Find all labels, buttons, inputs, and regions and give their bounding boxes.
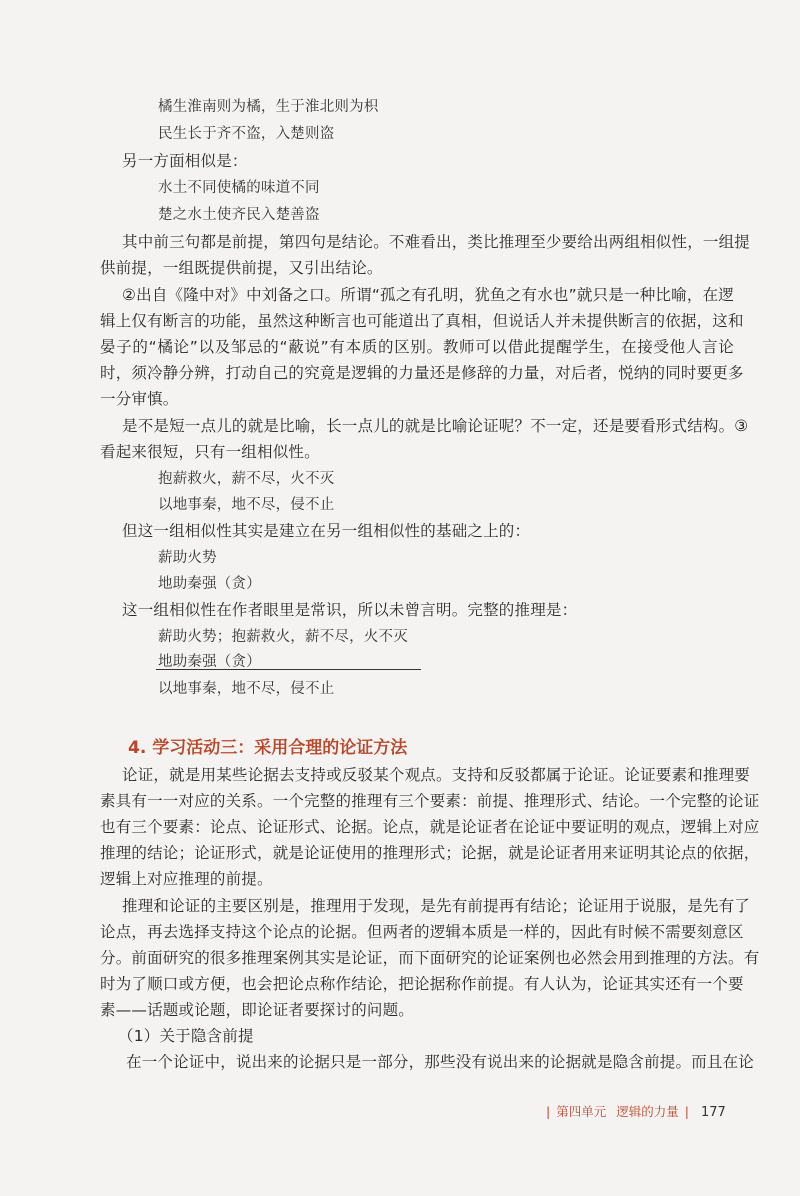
paragraph-line: 在一个论证中，说出来的论据只是一部分，那些没有说出来的论据就是隐含前提。而且在论 [126,1053,755,1071]
paragraph-line: 推理和论证的主要区别是，推理用于发现，是先有前提再有结论；论证用于说服，是先有了 [122,897,751,915]
footer-divider: | [684,1104,689,1119]
quote-line: 以地事秦，地不尽，侵不止 [158,497,335,513]
paragraph-line: 时为了顺口或方便，也会把论点称作结论，把论据称作前提。有人认为，论证其实还有一个要 [100,975,744,993]
quote-line: 橘生淮南则为橘，生于淮北则为枳 [158,99,379,115]
footer-divider: | [546,1104,551,1119]
paragraph-line: ②出自《隆中对》中刘备之口。所谓“孤之有孔明，犹鱼之有水也”就只是一种比喻，在逻 [122,286,734,304]
paragraph-line: 论证，就是用某些论据去支持或反驳某个观点。支持和反驳都属于论证。论证要素和推理要 [122,766,751,784]
paragraph-line: 是不是短一点儿的就是比喻，长一点儿的就是比喻论证呢？不一定，还是要看形式结构。③ [122,417,749,435]
page-number: 177 [700,1105,726,1120]
paragraph-line: 供前提，一组既提供前提，又引出结论。 [100,259,383,277]
page-footer [540,1102,726,1120]
footer-unit: 第四单元 [556,1104,607,1119]
paragraph-line: 也有三个要素：论点、论证形式、论据。论点，就是论证者在论证中要证明的观点，逻辑上对应 [100,818,760,836]
footer-title: 逻辑的力量 [616,1104,679,1119]
sub-heading: （1）关于隐含前提 [118,1027,254,1045]
quote-line: 薪助火势 [158,550,217,566]
paragraph-line: 素——话题或论题，即论证者要探讨的问题。 [100,1001,415,1019]
paragraph-line: 但这一组相似性其实是建立在另一组相似性的基础之上的： [122,522,531,540]
inference-rule-line [156,669,421,670]
section-heading: 4. 学习活动三：采用合理的论证方法 [128,738,408,758]
quote-line: 以地事秦，地不尽，侵不止 [158,681,335,697]
quote-line: 地助秦强（贪） [158,576,261,592]
quote-line: 抱薪救火，薪不尽，火不灭 [158,471,335,487]
paragraph-line: 一分审慎。 [100,390,179,408]
paragraph-line: 素具有一一对应的关系。一个完整的推理有三个要素：前提、推理形式、结论。一个完整的论证 [100,792,760,810]
paragraph-line: 推理的结论；论证形式，就是论证使用的推理形式；论据，就是论证者用来证明其论点的依据， [100,844,760,862]
paragraph-line: 其中前三句都是前提，第四句是结论。不难看出，类比推理至少要给出两组相似性，一组提 [122,233,751,251]
quote-line: 民生长于齐不盗，入楚则盗 [158,126,335,142]
paragraph-line: 另一方面相似是： [122,152,248,170]
paragraph-line: 辑上仅有断言的功能，虽然这种断言也可能道出了真相，但说话人并未提供断言的依据，这和 [100,312,744,330]
paragraph-line: 晏子的“橘论”以及邹忌的“蔽说”有本质的区别。教师可以借此提醒学生，在接受他人言论 [100,338,734,356]
paragraph-line: 看起来很短，只有一组相似性。 [100,443,320,461]
quote-line: 水土不同使橘的味道不同 [158,180,320,196]
paragraph-line: 逻辑上对应推理的前提。 [100,870,273,888]
paragraph-line: 时，须冷静分辨，打动自己的究竟是逻辑的力量还是修辞的力量，对后者，悦纳的同时要更多 [100,364,744,382]
quote-line: 楚之水土使齐民入楚善盗 [158,207,320,223]
paragraph-line: 分。前面研究的很多推理案例其实是论证，而下面研究的论证案例也必然会用到推理的方法。有 [100,949,760,967]
paragraph-line: 这一组相似性在作者眼里是常识，所以未曾言明。完整的推理是： [122,601,578,619]
quote-line: 地助秦强（贪） [158,654,261,670]
quote-line: 薪助火势；抱薪救火，薪不尽，火不灭 [158,629,408,645]
paragraph-line: 论点，再去选择支持这个论点的论据。但两者的逻辑本质是一样的，因此有时候不需要刻意区 [100,923,744,941]
